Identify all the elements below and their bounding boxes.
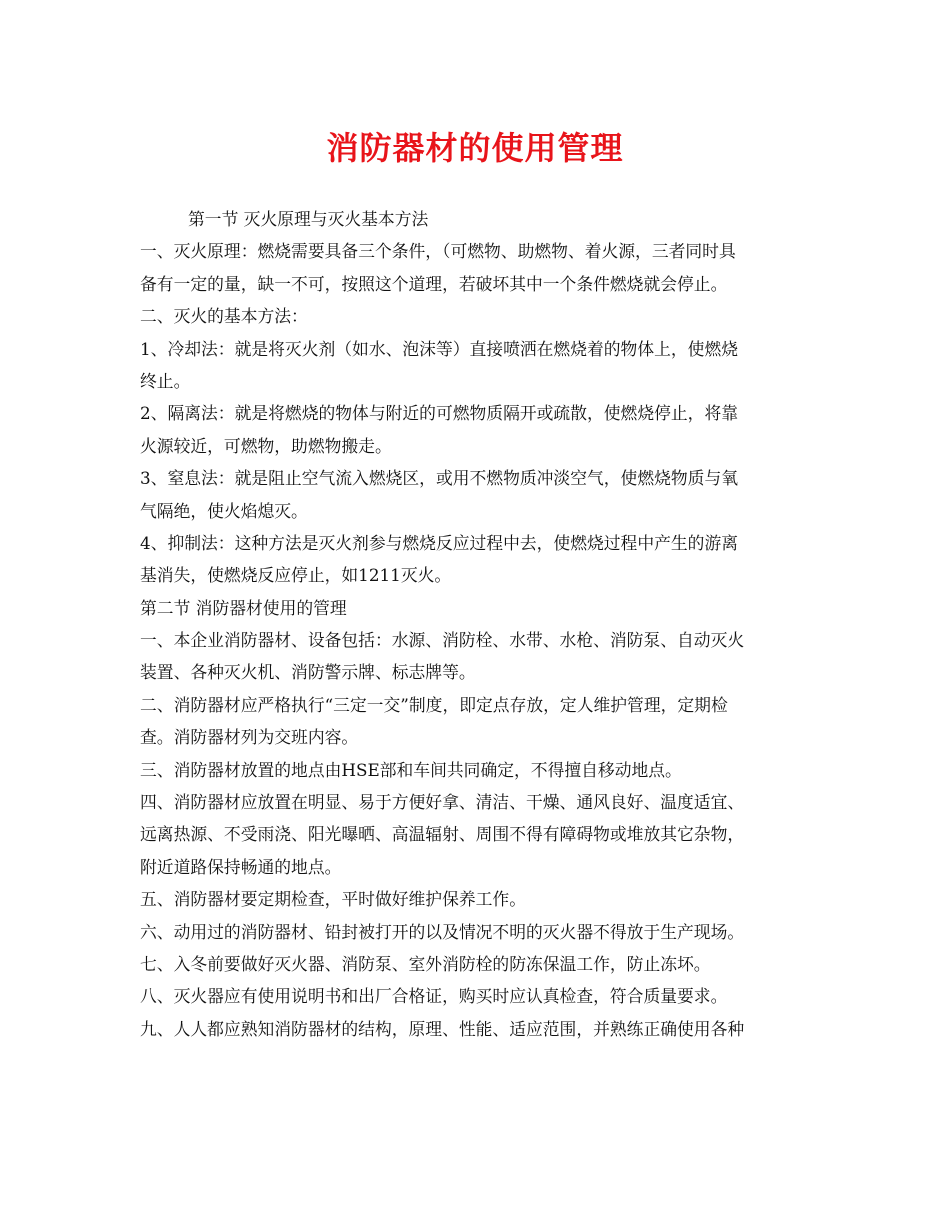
paragraph-line: 三、消防器材放置的地点由HSE部和车间共同确定，不得擅自移动地点。 [140, 759, 682, 780]
paragraph-line: 基消失，使燃烧反应停止，如1211灭火。 [140, 565, 452, 586]
paragraph-line: 远离热源、不受雨浇、阳光曝晒、高温辐射、周围不得有障碍物或堆放其它杂物， [140, 824, 745, 845]
paragraph-line: 八、灭火器应有使用说明书和出厂合格证，购买时应认真检查，符合质量要求。 [140, 986, 728, 1007]
paragraph-line: 一、灭火原理：燃烧需要具备三个条件，（可燃物、助燃物、着火源，三者同时具 [140, 241, 736, 262]
paragraph-line: 备有一定的量，缺一不可，按照这个道理，若破坏其中一个条件燃烧就会停止。 [140, 273, 728, 294]
paragraph-line: 二、灭火的基本方法： [140, 306, 308, 327]
paragraph-line: 九、人人都应熟知消防器材的结构，原理、性能、适应范围，并熟练正确使用各种 [140, 1018, 745, 1039]
document-title: 消防器材的使用管理 [326, 129, 624, 167]
paragraph-line: 终止。 [140, 370, 191, 391]
document-body [140, 203, 812, 1045]
paragraph-line: 附近道路保持畅通的地点。 [140, 856, 342, 877]
paragraph-line: 3、窒息法：就是阻止空气流入燃烧区，或用不燃物质冲淡空气，使燃烧物质与氧 [140, 468, 739, 489]
paragraph-line: 2、隔离法：就是将燃烧的物体与附近的可燃物质隔开或疏散，使燃烧停止，将靠 [140, 403, 739, 424]
paragraph-line: 二、消防器材应严格执行“三定一交”制度，即定点存放，定人维护管理，定期检 [140, 694, 728, 715]
paragraph-line: 火源较近，可燃物，助燃物搬走。 [140, 435, 392, 456]
paragraph-line: 七、入冬前要做好灭火器、消防泵、室外消防栓的防冻保温工作，防止冻坏。 [140, 953, 711, 974]
section-heading-2: 第二节 消防器材使用的管理 [140, 597, 347, 618]
paragraph-line: 六、动用过的消防器材、铅封被打开的以及情况不明的灭火器不得放于生产现场。 [140, 921, 745, 942]
paragraph-line: 四、消防器材应放置在明显、易于方便好拿、清洁、干燥、通风良好、温度适宜、 [140, 792, 745, 813]
section-heading-1: 第一节 灭火原理与灭火基本方法 [188, 209, 429, 229]
paragraph-line: 气隔绝，使火焰熄灭。 [140, 500, 308, 521]
paragraph-line: 1、冷却法：就是将灭火剂（如水、泡沫等）直接喷洒在燃烧着的物体上，使燃烧 [140, 338, 739, 359]
paragraph-line: 4、抑制法：这种方法是灭火剂参与燃烧反应过程中去，使燃烧过程中产生的游离 [140, 532, 739, 553]
paragraph-line: 装置、各种灭火机、消防警示牌、标志牌等。 [140, 662, 476, 683]
paragraph-line: 一、本企业消防器材、设备包括：水源、消防栓、水带、水枪、消防泵、自动灭火 [140, 630, 745, 651]
paragraph-line: 查。消防器材列为交班内容。 [140, 727, 359, 748]
paragraph-line: 五、消防器材要定期检查，平时做好维护保养工作。 [140, 889, 526, 910]
